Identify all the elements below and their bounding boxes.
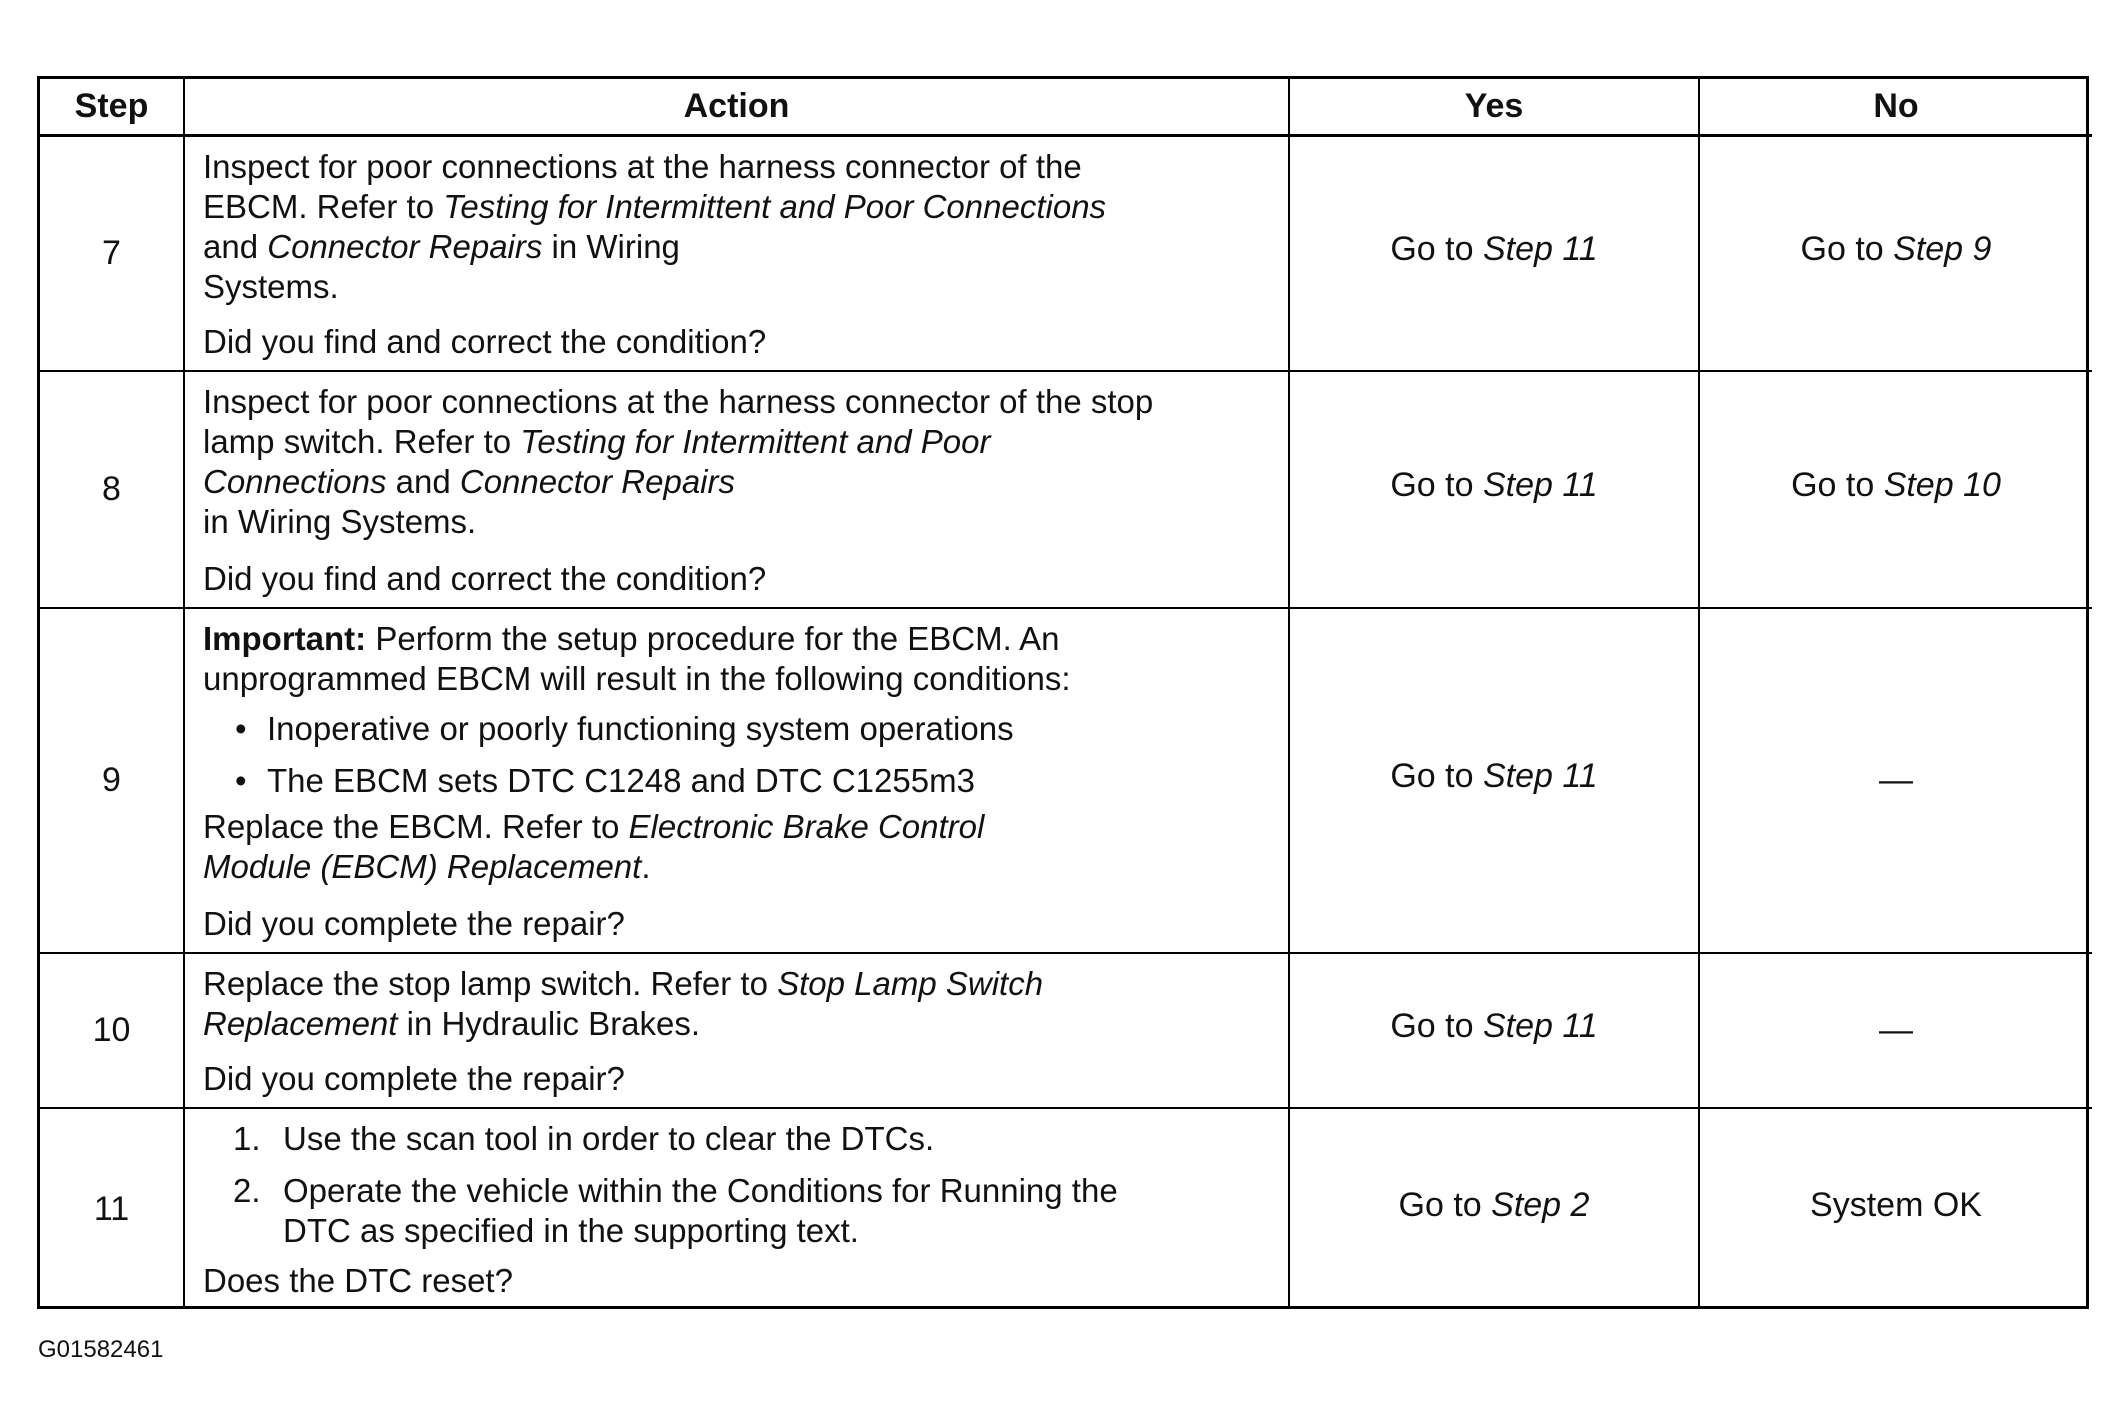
step-number: 7	[40, 135, 184, 371]
action-cell	[184, 371, 1289, 608]
reference-link: Stop Lamp Switch	[777, 965, 1044, 1002]
action-line: Systems.	[203, 267, 339, 305]
action-question: Does the DTC reset?	[203, 1262, 513, 1299]
yes-cell: Go to Step 11	[1289, 135, 1699, 371]
yes-cell: Go to Step 11	[1289, 608, 1699, 953]
step-reference: Step 11	[1482, 757, 1598, 795]
procedure-list	[203, 1119, 1272, 1251]
conditions-list	[203, 709, 1272, 801]
action-line: unprogrammed EBCM will result in the following conditions:	[203, 660, 1071, 697]
action-cell	[184, 608, 1289, 953]
step-reference: Step 10	[1883, 466, 2001, 504]
action-line: Replace the stop lamp switch. Refer to Stop Lamp Switch	[203, 965, 1044, 1002]
reference-link: Module (EBCM) Replacement	[203, 848, 642, 885]
action-line: Module (EBCM) Replacement.	[203, 848, 651, 885]
no-cell: Go to Step 10	[1699, 371, 2092, 608]
table-row-step-11	[40, 1108, 2092, 1309]
table-row-step-9	[40, 608, 2092, 953]
important-label: Important:	[203, 620, 367, 657]
reference-link: Testing for Intermittent and Poor	[520, 423, 991, 460]
step-number: 9	[40, 608, 184, 953]
reference-link: Replacement	[203, 1005, 398, 1042]
action-line: in Wiring Systems.	[203, 503, 477, 540]
table-row-step-8	[40, 371, 2092, 608]
table-header-row	[40, 79, 2092, 135]
action-line: Replace the EBCM. Refer to Electronic Brake Control	[203, 808, 985, 845]
reference-link: Electronic Brake Control	[628, 808, 985, 845]
reference-link: Testing for Intermittent and Poor Connections	[443, 187, 1107, 225]
action-line: Inspect for poor connections at the harness connector of the	[203, 147, 1082, 185]
step-number: 10	[40, 953, 184, 1108]
diagnostic-table-frame	[37, 76, 2089, 1309]
step-reference: Step 11	[1482, 466, 1598, 504]
action-line: lamp switch. Refer to Testing for Intermittent and Poor	[203, 423, 991, 460]
action-cell	[184, 135, 1289, 371]
table-row-step-7	[40, 135, 2092, 371]
yes-cell: Go to Step 2	[1289, 1108, 1699, 1309]
header-no: No	[1699, 79, 2092, 135]
action-instructions	[203, 147, 1272, 307]
yes-cell: Go to Step 11	[1289, 953, 1699, 1108]
important-note: Important: Perform the setup procedure for the EBCM. An	[203, 620, 1060, 657]
list-item: • Inoperative or poorly functioning system operations	[235, 710, 1014, 747]
no-cell: Go to Step 9	[1699, 135, 2092, 371]
action-line: Replacement in Hydraulic Brakes.	[203, 1005, 701, 1042]
header-action: Action	[184, 79, 1289, 135]
yes-cell: Go to Step 11	[1289, 371, 1699, 608]
bullet-icon: •	[235, 710, 247, 747]
list-item: 1. Use the scan tool in order to clear the DTCs.	[233, 1120, 935, 1157]
action-instructions	[203, 382, 1272, 542]
action-question: Did you find and correct the condition?	[203, 560, 767, 597]
bullet-icon: •	[235, 762, 247, 799]
list-item: 2. Operate the vehicle within the Conditions for Running the DTC as specified in the supporting text.	[233, 1172, 1118, 1249]
item-number: 1.	[233, 1120, 261, 1157]
action-question: Did you complete the repair?	[203, 1060, 625, 1097]
no-cell: —	[1699, 953, 2092, 1108]
step-number: 8	[40, 371, 184, 608]
no-cell: —	[1699, 608, 2092, 953]
list-item: • The EBCM sets DTC C1248 and DTC C1255m3	[235, 762, 975, 799]
step-number: 11	[40, 1108, 184, 1309]
step-reference: Step 11	[1482, 1007, 1598, 1045]
reference-link: Connector Repairs	[459, 463, 735, 500]
no-cell: System OK	[1699, 1108, 2092, 1309]
step-reference: Step 9	[1893, 229, 1992, 268]
action-instructions	[203, 964, 1272, 1044]
action-cell	[184, 953, 1289, 1108]
action-cell	[184, 1108, 1289, 1309]
action-line: Inspect for poor connections at the harness connector of the stop	[203, 383, 1154, 420]
action-instructions	[203, 619, 1272, 887]
header-yes: Yes	[1289, 79, 1699, 135]
action-question: Did you complete the repair?	[203, 905, 625, 942]
table-row-step-10	[40, 953, 2092, 1108]
reference-link: Connections	[203, 463, 387, 500]
step-reference: Step 2	[1491, 1185, 1590, 1224]
action-question: Did you find and correct the condition?	[203, 323, 767, 360]
reference-link: Connector Repairs	[267, 227, 543, 265]
header-step: Step	[40, 79, 184, 135]
figure-id: G01582461	[38, 1336, 164, 1363]
action-line: EBCM. Refer to Testing for Intermittent and Poor Connections	[203, 187, 1107, 225]
action-line: and Connector Repairs in Wiring	[203, 227, 680, 265]
diagnostic-table	[40, 79, 2092, 1309]
item-number: 2.	[233, 1172, 261, 1209]
step-reference: Step 11	[1482, 229, 1598, 268]
action-line: Connections and Connector Repairs	[203, 463, 735, 500]
